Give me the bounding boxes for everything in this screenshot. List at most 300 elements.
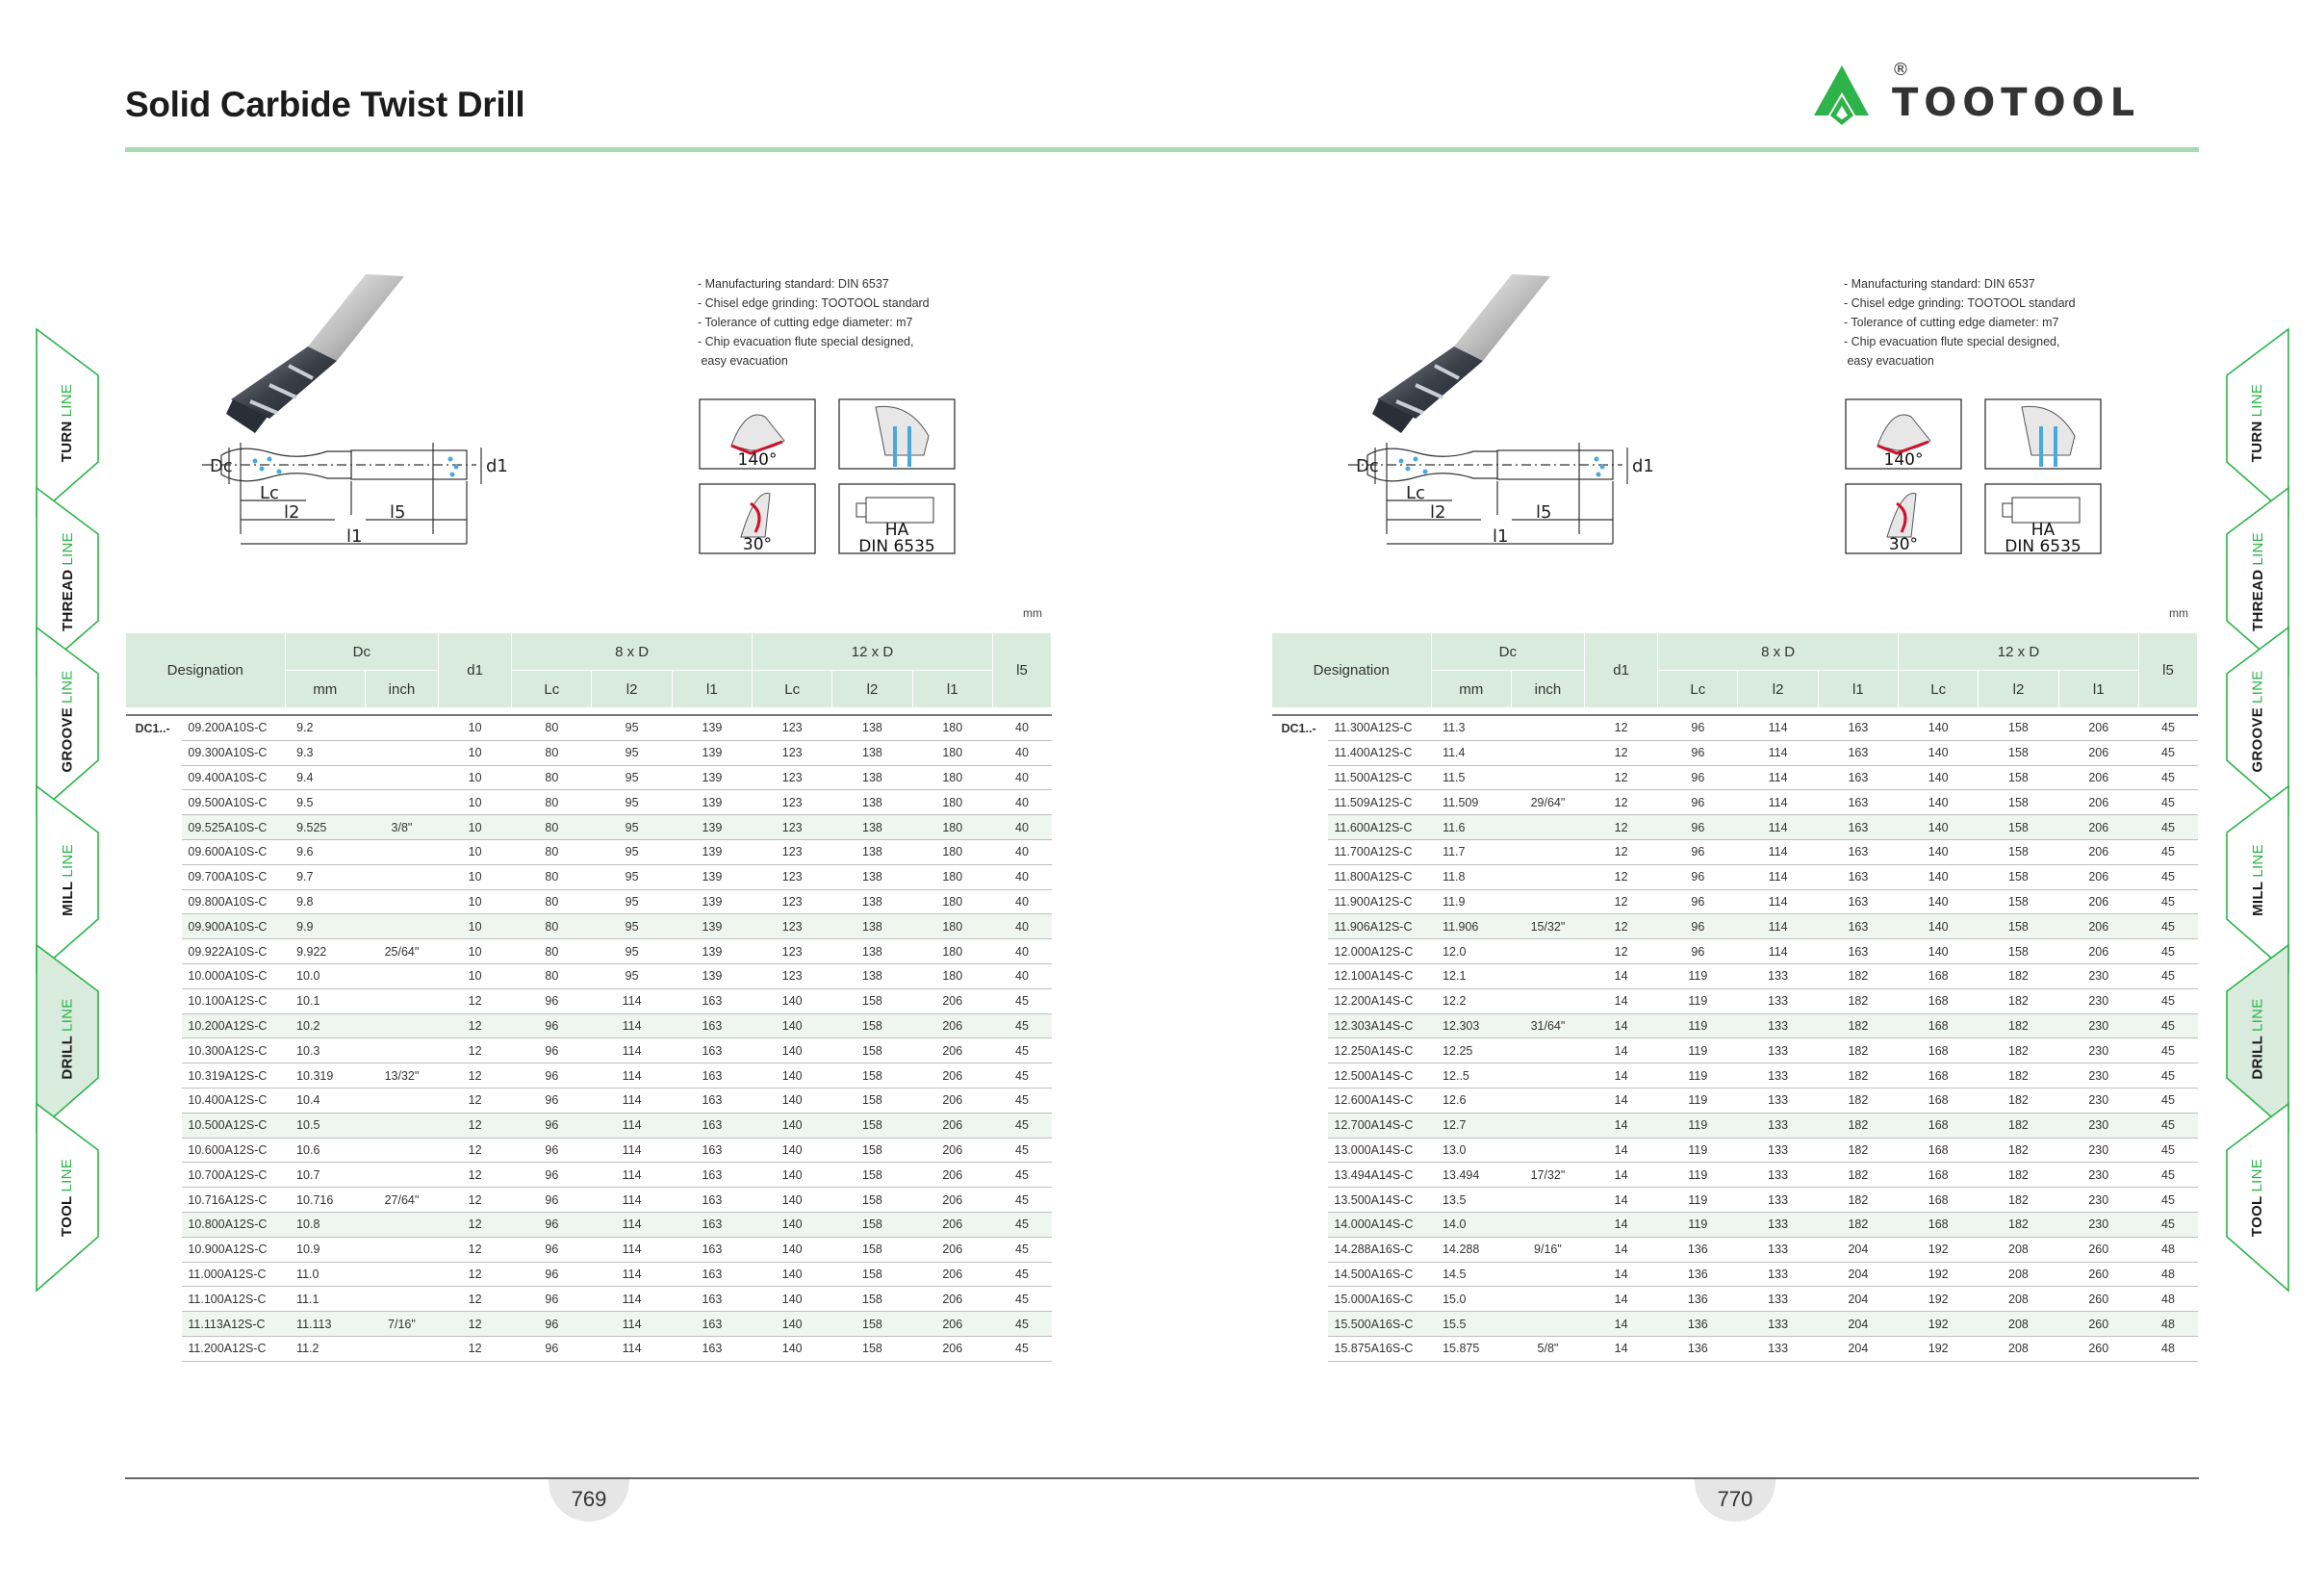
cell-d1: 12 xyxy=(1585,765,1658,790)
cell-designation: 11.200A12S-C xyxy=(182,1336,285,1361)
cell-l5: 40 xyxy=(992,889,1051,914)
cell-mm: 9.2 xyxy=(285,715,365,740)
cell-inch xyxy=(365,1212,438,1237)
cell-l5: 45 xyxy=(992,1013,1051,1038)
cell-l212: 182 xyxy=(1979,1188,2058,1213)
cell-lc12: 140 xyxy=(753,1336,832,1361)
cell-lc12: 168 xyxy=(1899,988,1979,1013)
cell-designation: 15.000A16S-C xyxy=(1328,1287,1431,1312)
cell-l112: 230 xyxy=(2058,1063,2138,1089)
cell-l5: 45 xyxy=(2138,889,2197,914)
cell-l112: 206 xyxy=(912,1212,992,1237)
cell-mm: 10.1 xyxy=(285,988,365,1013)
cell-l212: 138 xyxy=(832,839,912,864)
cell-l112: 260 xyxy=(2058,1237,2138,1262)
cell-l5: 45 xyxy=(2138,1188,2197,1213)
cell-mm: 9.4 xyxy=(285,765,365,790)
cell-inch xyxy=(365,1113,438,1138)
cell-d1: 12 xyxy=(439,1013,512,1038)
col-group-8xd: 8 x D xyxy=(1658,633,1899,671)
cell-designation: 09.600A10S-C xyxy=(182,839,285,864)
table-row xyxy=(1272,963,2198,988)
side-tab-label: DRILL xyxy=(2249,1035,2266,1080)
cell-l18: 139 xyxy=(672,914,752,939)
dim-l5: l5 xyxy=(1536,502,1552,523)
cell-l112: 230 xyxy=(2058,1212,2138,1237)
cell-lc8: 119 xyxy=(1658,1212,1738,1237)
cell-l212: 138 xyxy=(832,815,912,840)
col-inch: inch xyxy=(1511,671,1584,708)
cell-l18: 163 xyxy=(1818,839,1898,864)
cell-inch xyxy=(1511,1063,1584,1089)
cell-l18: 163 xyxy=(672,1212,752,1237)
col-l1-12xd: l1 xyxy=(2058,671,2138,708)
cell-l112: 230 xyxy=(2058,963,2138,988)
cell-l18: 163 xyxy=(1818,740,1898,765)
cell-l18: 139 xyxy=(672,839,752,864)
cell-l18: 163 xyxy=(672,1113,752,1138)
cell-d1: 14 xyxy=(1585,1163,1658,1188)
cell-l28: 114 xyxy=(592,1038,672,1063)
cell-lc12: 168 xyxy=(1899,1138,1979,1163)
cell-l18: 163 xyxy=(1818,815,1898,840)
col-mm: mm xyxy=(1431,671,1511,708)
cell-inch xyxy=(1511,740,1584,765)
cell-d1: 12 xyxy=(439,1237,512,1262)
cell-l18: 139 xyxy=(672,815,752,840)
shank-label: HA xyxy=(2030,521,2056,540)
cell-d1: 14 xyxy=(1585,1013,1658,1038)
cell-inch: 17/32" xyxy=(1511,1163,1584,1188)
cell-d1: 14 xyxy=(1585,1237,1658,1262)
side-tab-tool[interactable] xyxy=(35,1102,100,1293)
cell-l18: 139 xyxy=(672,765,752,790)
cell-l18: 139 xyxy=(672,790,752,815)
cell-inch xyxy=(365,790,438,815)
side-tab-label: GROOVE xyxy=(2249,706,2266,773)
cell-l18: 182 xyxy=(1818,1038,1898,1063)
cell-lc12: 192 xyxy=(1899,1312,1979,1337)
cell-l28: 133 xyxy=(1738,1013,1818,1038)
cell-l112: 206 xyxy=(912,1013,992,1038)
cell-l5: 45 xyxy=(992,1063,1051,1089)
cell-l18: 204 xyxy=(1818,1262,1898,1287)
cell-lc12: 140 xyxy=(1899,864,1979,889)
cell-lc8: 96 xyxy=(512,1237,592,1262)
col-l5: l5 xyxy=(2138,633,2197,708)
cell-inch xyxy=(365,1013,438,1038)
side-tab-sublabel: LINE xyxy=(59,997,76,1032)
cell-designation: 11.509A12S-C xyxy=(1328,790,1431,815)
feature-note: - Tolerance of cutting edge diameter: m7 xyxy=(698,316,913,329)
cell-designation: 13.494A14S-C xyxy=(1328,1163,1431,1188)
cell-mm: 11.4 xyxy=(1431,740,1511,765)
cell-inch xyxy=(1511,988,1584,1013)
cell-designation: 10.400A12S-C xyxy=(182,1088,285,1113)
table-row xyxy=(126,1188,1052,1213)
helix-angle-label: 30° xyxy=(1888,535,1919,554)
cell-lc12: 140 xyxy=(1899,939,1979,964)
cell-mm: 9.5 xyxy=(285,790,365,815)
cell-inch xyxy=(365,1138,438,1163)
cell-designation: 10.500A12S-C xyxy=(182,1113,285,1138)
cell-l5: 48 xyxy=(2138,1336,2197,1361)
cell-l112: 230 xyxy=(2058,1163,2138,1188)
cell-d1: 10 xyxy=(439,889,512,914)
cell-l18: 163 xyxy=(672,1063,752,1089)
brand-wordmark: TOOTOOL xyxy=(1892,81,2141,125)
cell-designation: 11.700A12S-C xyxy=(1328,839,1431,864)
cell-l212: 138 xyxy=(832,914,912,939)
cell-l112: 180 xyxy=(912,839,992,864)
cell-l5: 45 xyxy=(2138,1138,2197,1163)
cell-d1: 10 xyxy=(439,715,512,740)
cell-mm: 10.3 xyxy=(285,1038,365,1063)
cell-l112: 206 xyxy=(2058,790,2138,815)
cell-l28: 133 xyxy=(1738,1237,1818,1262)
cell-d1: 12 xyxy=(439,1212,512,1237)
drill-dimension-drawing xyxy=(1348,443,1627,544)
cell-designation: 10.800A12S-C xyxy=(182,1212,285,1237)
side-tab-tool[interactable] xyxy=(2225,1102,2290,1293)
cell-mm: 14.5 xyxy=(1431,1262,1511,1287)
side-tab-sublabel: LINE xyxy=(2249,843,2266,878)
cell-l28: 114 xyxy=(592,1138,672,1163)
cell-l212: 158 xyxy=(1979,815,2058,840)
table-row xyxy=(126,1013,1052,1038)
cell-lc12: 140 xyxy=(1899,839,1979,864)
tootool-logo-icon xyxy=(1809,56,2204,133)
side-tab-label: GROOVE xyxy=(59,706,76,773)
cell-d1: 12 xyxy=(439,988,512,1013)
table-row xyxy=(1272,1336,2198,1361)
cell-l28: 114 xyxy=(1738,815,1818,840)
table-row xyxy=(1272,1038,2198,1063)
cell-designation: 11.400A12S-C xyxy=(1328,740,1431,765)
cell-lc8: 96 xyxy=(512,1188,592,1213)
cell-l5: 45 xyxy=(2138,740,2197,765)
cell-lc8: 96 xyxy=(512,1262,592,1287)
cell-l112: 206 xyxy=(2058,740,2138,765)
cell-lc12: 168 xyxy=(1899,963,1979,988)
cell-designation: 10.716A12S-C xyxy=(182,1188,285,1213)
cell-l18: 182 xyxy=(1818,1088,1898,1113)
dim-l2: l2 xyxy=(284,502,300,523)
shank-standard-label: DIN 6535 xyxy=(858,537,935,556)
cell-designation: 14.288A16S-C xyxy=(1328,1237,1431,1262)
cell-l112: 180 xyxy=(912,914,992,939)
cell-mm: 12.6 xyxy=(1431,1088,1511,1113)
cell-lc8: 96 xyxy=(1658,815,1738,840)
cell-lc8: 136 xyxy=(1658,1262,1738,1287)
col-l2-12xd: l2 xyxy=(1979,671,2058,708)
cell-l112: 260 xyxy=(2058,1287,2138,1312)
cell-lc12: 140 xyxy=(753,1188,832,1213)
cell-l18: 204 xyxy=(1818,1287,1898,1312)
cell-l28: 133 xyxy=(1738,1188,1818,1213)
cell-inch xyxy=(365,715,438,740)
cell-inch xyxy=(365,914,438,939)
cell-d1: 14 xyxy=(1585,1212,1658,1237)
dim-dc: Dc xyxy=(210,456,233,476)
cell-lc12: 123 xyxy=(753,839,832,864)
cell-l18: 182 xyxy=(1818,1163,1898,1188)
cell-d1: 12 xyxy=(439,1163,512,1188)
cell-inch xyxy=(1511,1113,1584,1138)
col-designation: Designation xyxy=(1272,633,1432,708)
cell-l112: 206 xyxy=(912,1163,992,1188)
cell-mm: 11.9 xyxy=(1431,889,1511,914)
cell-lc8: 96 xyxy=(512,1336,592,1361)
cell-l112: 230 xyxy=(2058,988,2138,1013)
cell-inch: 31/64" xyxy=(1511,1013,1584,1038)
cell-l28: 114 xyxy=(592,1113,672,1138)
cell-l28: 95 xyxy=(592,765,672,790)
cell-l18: 182 xyxy=(1818,1063,1898,1089)
cell-l5: 45 xyxy=(992,1237,1051,1262)
cell-l112: 206 xyxy=(2058,939,2138,964)
cell-designation: 11.100A12S-C xyxy=(182,1287,285,1312)
cell-lc12: 140 xyxy=(1899,889,1979,914)
cell-l112: 206 xyxy=(2058,765,2138,790)
cell-inch xyxy=(365,889,438,914)
table-row xyxy=(1272,815,2198,840)
cell-lc12: 140 xyxy=(753,1163,832,1188)
cell-l212: 138 xyxy=(832,864,912,889)
cell-lc12: 168 xyxy=(1899,1212,1979,1237)
col-l1-8xd: l1 xyxy=(672,671,752,708)
cell-designation: 12.200A14S-C xyxy=(1328,988,1431,1013)
cell-designation: 12.600A14S-C xyxy=(1328,1088,1431,1113)
cell-lc12: 168 xyxy=(1899,1038,1979,1063)
cell-l5: 45 xyxy=(2138,988,2197,1013)
col-lc-8xd: Lc xyxy=(1658,671,1738,708)
cell-l18: 163 xyxy=(672,1088,752,1113)
cell-lc12: 140 xyxy=(753,1262,832,1287)
drill-photo xyxy=(1372,274,1550,433)
drill-dimension-drawing xyxy=(202,443,481,544)
cell-l112: 206 xyxy=(912,1113,992,1138)
cell-l5: 40 xyxy=(992,963,1051,988)
cell-l18: 163 xyxy=(1818,790,1898,815)
cell-l5: 45 xyxy=(992,1312,1051,1337)
cell-inch xyxy=(365,864,438,889)
cell-l18: 182 xyxy=(1818,1212,1898,1237)
cell-l212: 158 xyxy=(832,1113,912,1138)
cell-l5: 45 xyxy=(2138,963,2197,988)
feature-notes xyxy=(1844,274,2076,371)
cell-lc12: 123 xyxy=(753,864,832,889)
cell-mm: 11.1 xyxy=(285,1287,365,1312)
col-l2-8xd: l2 xyxy=(1738,671,1818,708)
side-tabs-right xyxy=(2225,327,2294,1299)
cell-l28: 114 xyxy=(1738,740,1818,765)
cell-lc8: 96 xyxy=(1658,864,1738,889)
drill-illustration xyxy=(144,255,529,563)
cell-mm: 11.8 xyxy=(1431,864,1511,889)
cell-designation: 10.200A12S-C xyxy=(182,1013,285,1038)
cell-mm: 10.0 xyxy=(285,963,365,988)
cell-d1: 10 xyxy=(439,740,512,765)
cell-inch: 13/32" xyxy=(365,1063,438,1089)
cell-inch xyxy=(1511,1188,1584,1213)
cell-d1: 12 xyxy=(439,1336,512,1361)
cell-l112: 206 xyxy=(912,1063,992,1089)
cell-mm: 12.303 xyxy=(1431,1013,1511,1038)
cell-lc8: 136 xyxy=(1658,1237,1738,1262)
cell-l212: 158 xyxy=(832,1013,912,1038)
cell-d1: 14 xyxy=(1585,1063,1658,1089)
cell-lc12: 123 xyxy=(753,939,832,964)
dim-lc: Lc xyxy=(260,483,279,503)
cell-l212: 158 xyxy=(832,1237,912,1262)
cell-lc8: 80 xyxy=(512,790,592,815)
cell-inch xyxy=(365,1336,438,1361)
cell-l212: 138 xyxy=(832,715,912,740)
drill-illustration xyxy=(1290,255,1675,563)
cell-designation: 11.113A12S-C xyxy=(182,1312,285,1337)
cell-d1: 12 xyxy=(439,1113,512,1138)
cell-l18: 182 xyxy=(1818,963,1898,988)
feature-note: - Manufacturing standard: DIN 6537 xyxy=(698,277,889,291)
cell-l212: 158 xyxy=(1979,740,2058,765)
cell-lc8: 80 xyxy=(512,815,592,840)
side-tab-label: MILL xyxy=(2249,881,2266,916)
cell-inch xyxy=(1511,715,1584,740)
cell-lc8: 80 xyxy=(512,963,592,988)
cell-l212: 138 xyxy=(832,889,912,914)
header-rule xyxy=(125,147,2199,152)
cell-inch: 29/64" xyxy=(1511,790,1584,815)
cell-l28: 95 xyxy=(592,740,672,765)
cell-lc8: 119 xyxy=(1658,1163,1738,1188)
designation-prefix: DC1..- xyxy=(126,715,183,740)
cell-mm: 15.5 xyxy=(1431,1312,1511,1337)
cell-mm: 10.7 xyxy=(285,1163,365,1188)
cell-inch xyxy=(1511,963,1584,988)
cell-d1: 12 xyxy=(1585,914,1658,939)
cell-l212: 158 xyxy=(832,1038,912,1063)
detail-views xyxy=(698,397,958,571)
cell-lc8: 119 xyxy=(1658,1138,1738,1163)
cell-designation: 12.000A12S-C xyxy=(1328,939,1431,964)
cell-l28: 95 xyxy=(592,715,672,740)
cell-l28: 95 xyxy=(592,939,672,964)
table-row xyxy=(126,1163,1052,1188)
cell-mm: 12.7 xyxy=(1431,1113,1511,1138)
cell-mm: 12.1 xyxy=(1431,963,1511,988)
cell-l112: 206 xyxy=(2058,889,2138,914)
table-row xyxy=(126,1088,1052,1113)
cell-d1: 14 xyxy=(1585,1262,1658,1287)
cell-lc12: 168 xyxy=(1899,1188,1979,1213)
drill-photo xyxy=(226,274,404,433)
table-row xyxy=(1272,715,2198,740)
cell-l5: 45 xyxy=(2138,765,2197,790)
cell-inch: 25/64" xyxy=(365,939,438,964)
cell-designation: 12.303A14S-C xyxy=(1328,1013,1431,1038)
cell-lc8: 96 xyxy=(512,1163,592,1188)
cell-l28: 95 xyxy=(592,889,672,914)
cell-l28: 114 xyxy=(592,1013,672,1038)
cell-mm: 10.6 xyxy=(285,1138,365,1163)
cell-d1: 14 xyxy=(1585,1038,1658,1063)
cell-l18: 163 xyxy=(672,1237,752,1262)
cell-lc12: 140 xyxy=(753,1312,832,1337)
cell-lc12: 140 xyxy=(1899,815,1979,840)
cell-lc8: 80 xyxy=(512,889,592,914)
cell-l212: 182 xyxy=(1979,1063,2058,1089)
cell-inch xyxy=(1511,1138,1584,1163)
cell-l18: 163 xyxy=(1818,715,1898,740)
cell-l5: 45 xyxy=(992,1262,1051,1287)
side-tab-sublabel: LINE xyxy=(2249,997,2266,1032)
table-row xyxy=(126,815,1052,840)
cell-inch xyxy=(1511,839,1584,864)
cell-l18: 182 xyxy=(1818,1113,1898,1138)
cell-l112: 180 xyxy=(912,715,992,740)
cell-designation: 10.000A10S-C xyxy=(182,963,285,988)
page-number-right: 770 xyxy=(1695,1479,1775,1522)
cell-l18: 163 xyxy=(1818,864,1898,889)
cell-mm: 10.2 xyxy=(285,1013,365,1038)
cell-l18: 139 xyxy=(672,963,752,988)
col-l2-8xd: l2 xyxy=(592,671,672,708)
cell-inch xyxy=(1511,1312,1584,1337)
cell-mm: 10.319 xyxy=(285,1063,365,1089)
table-row xyxy=(126,963,1052,988)
col-d1: d1 xyxy=(439,633,512,708)
cell-d1: 12 xyxy=(439,1088,512,1113)
cell-l5: 40 xyxy=(992,864,1051,889)
cell-l28: 114 xyxy=(592,1163,672,1188)
col-designation: Designation xyxy=(126,633,286,708)
cell-mm: 11.7 xyxy=(1431,839,1511,864)
cell-l112: 206 xyxy=(2058,864,2138,889)
col-mm: mm xyxy=(285,671,365,708)
cell-designation: 11.000A12S-C xyxy=(182,1262,285,1287)
cell-l18: 139 xyxy=(672,939,752,964)
cell-l5: 40 xyxy=(992,790,1051,815)
cell-d1: 10 xyxy=(439,839,512,864)
cell-mm: 11.5 xyxy=(1431,765,1511,790)
col-d1: d1 xyxy=(1585,633,1658,708)
cell-l212: 182 xyxy=(1979,1013,2058,1038)
cell-lc12: 168 xyxy=(1899,1063,1979,1089)
cell-mm: 12.2 xyxy=(1431,988,1511,1013)
cell-lc12: 140 xyxy=(753,1113,832,1138)
brand-logo xyxy=(1809,56,2204,133)
cell-designation: 12.100A14S-C xyxy=(1328,963,1431,988)
cell-inch xyxy=(365,1163,438,1188)
cell-d1: 14 xyxy=(1585,1312,1658,1337)
table-row xyxy=(1272,790,2198,815)
cell-inch: 15/32" xyxy=(1511,914,1584,939)
cell-lc8: 96 xyxy=(1658,740,1738,765)
cell-l112: 206 xyxy=(912,1312,992,1337)
cell-designation: 13.000A14S-C xyxy=(1328,1138,1431,1163)
dim-l5: l5 xyxy=(390,502,406,523)
cell-lc8: 96 xyxy=(512,1063,592,1089)
cell-l212: 158 xyxy=(832,1088,912,1113)
cell-lc8: 96 xyxy=(1658,765,1738,790)
cell-l5: 45 xyxy=(2138,1163,2197,1188)
cell-lc8: 96 xyxy=(512,1287,592,1312)
cell-lc12: 140 xyxy=(753,1212,832,1237)
cell-l28: 95 xyxy=(592,963,672,988)
cell-l212: 182 xyxy=(1979,1212,2058,1237)
cell-l28: 114 xyxy=(592,1212,672,1237)
